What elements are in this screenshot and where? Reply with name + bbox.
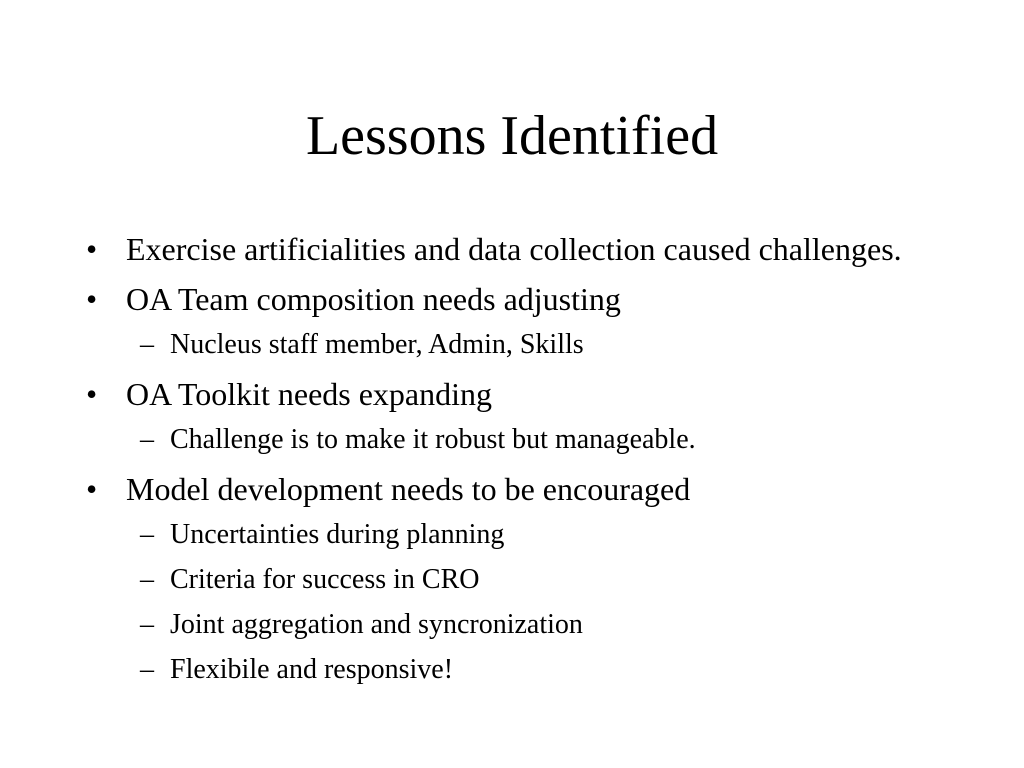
sub-bullet-item [86, 322, 946, 367]
sub-bullet-item [86, 512, 946, 557]
sub-bullet-text: Nucleus staff member, Admin, Skills [170, 329, 584, 360]
sub-bullet-marker: – [140, 609, 154, 640]
slide-title: Lessons Identified [305, 105, 719, 167]
sub-bullet-text: Challenge is to make it robust but manageable. [170, 424, 696, 455]
sub-bullet-item [86, 647, 946, 692]
sub-bullet-marker: – [140, 564, 154, 595]
sub-bullet-list [126, 322, 946, 367]
sub-bullet-item [86, 417, 946, 462]
sub-bullet-text: Criteria for success in CRO [170, 564, 480, 595]
bullet-item [86, 371, 946, 462]
bullet-text: Model development needs to be encouraged [126, 471, 691, 507]
bullet-item [86, 466, 946, 692]
sub-bullet-marker: – [140, 519, 154, 550]
bullet-marker: • [86, 231, 98, 267]
bullet-item [86, 276, 946, 367]
sub-bullet-text: Flexibile and responsive! [170, 654, 454, 685]
sub-bullet-text: Uncertainties during planning [170, 519, 505, 550]
bullet-text: OA Toolkit needs expanding [126, 376, 493, 412]
bullet-text: OA Team composition needs adjusting [126, 281, 621, 317]
bullet-marker: • [86, 281, 98, 317]
bullet-marker: • [86, 376, 98, 412]
sub-bullet-item [86, 557, 946, 602]
sub-bullet-list [126, 512, 946, 692]
bullet-list [86, 226, 946, 692]
bullet-marker: • [86, 471, 98, 507]
sub-bullet-marker: – [140, 654, 154, 685]
bullet-item [86, 226, 946, 272]
sub-bullet-item [86, 602, 946, 647]
sub-bullet-marker: – [140, 329, 154, 360]
sub-bullet-text: Joint aggregation and syncronization [170, 609, 583, 640]
sub-bullet-list [126, 417, 946, 462]
bullet-text: Exercise artificialities and data collection caused challenges. [126, 231, 902, 267]
sub-bullet-marker: – [140, 424, 154, 455]
